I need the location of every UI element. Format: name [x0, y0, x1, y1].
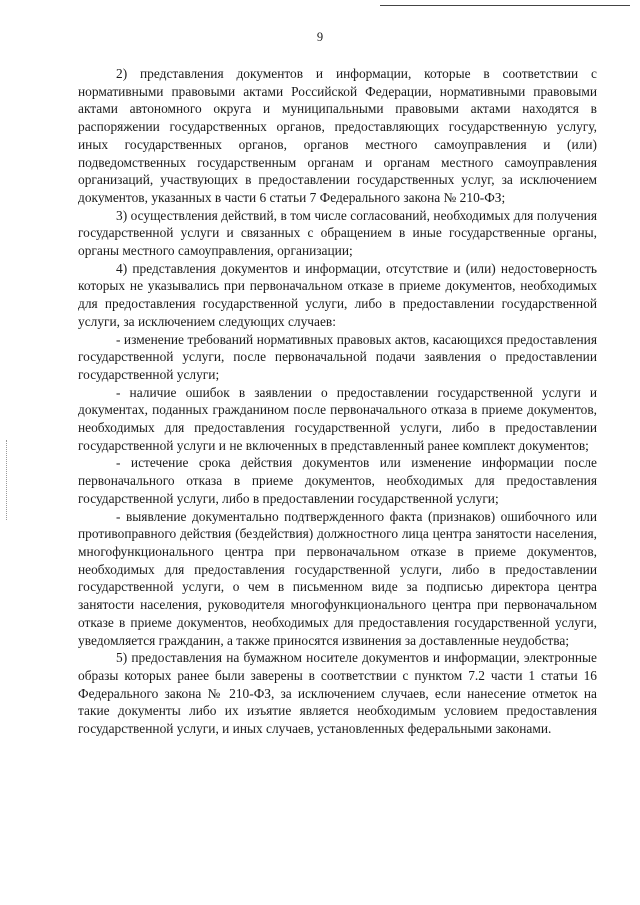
paragraph-item-3: 3) осуществления действий, в том числе согласований, необходимых для получения государственной услуги и связанных с обращением в иные государственные органы, органы местного самоуправления, организации;	[78, 207, 597, 259]
paragraph-item-5: 5) предоставления на бумажном носителе документов и информации, электронные образы которых ранее были заверены в соответствии с пунктом 7.2 части 1 статьи 16 Федерального закона № 210-ФЗ, за исключением случаев, если нанесение отметок на такие документы либо их изъятие является необходимым условием предоставления государственной услуги, и иных случаев, установленных федеральными законами.	[78, 650, 597, 737]
bullet-official-misconduct: - выявление документально подтвержденного факта (признаков) ошибочного или противоправного действия (бездействия) должностного лица центра занятости населения, многофункционального центра при первоначальном отказе в приеме документов, необходимых для предоставления государственной услуги, либо в предоставлении государственной услуги, о чем в письменном виде за подписью директора центра занятости населения, руководителя многофункционального центра при первоначальном отказе в приеме документов, необходимых для предоставления государственной услуги, уведомляется гражданин, а также приносятся извинения за доставленные неудобства;	[78, 508, 597, 648]
scan-artifact	[6, 440, 11, 520]
bullet-requirements-change: - изменение требований нормативных правовых актов, касающихся предоставления государственной услуги, после первоначальной подачи заявления о предоставлении государственной услуги;	[78, 331, 597, 382]
bullet-document-expiry: - истечение срока действия документов или изменение информации после первоначального отказа в приеме документов, необходимых для предоставления государственной услуги, либо в предоставлении государственной услуги;	[78, 455, 597, 506]
top-rule	[380, 5, 630, 6]
paragraph-item-4: 4) представления документов и информации, отсутствие и (или) недостоверность которых не указывались при первоначальном отказе в приеме документов, необходимых для предоставления государственной услуги, либо в предоставлении государственной услуги, за исключением следующих случаев:	[78, 260, 597, 329]
document-body	[78, 65, 597, 738]
paragraph-item-2: 2) представления документов и информации, которые в соответствии с нормативными правовыми актами Российской Федерации, нормативными правовыми актами автономного округа и муниципальными правовыми актами находятся в распоряжении государственных органов, предоставляющих государственную услугу, иных государственных органов, органов местного самоуправления и (или) подведомственных государственным органам и органам местного самоуправления организаций, участвующих в предоставлении государственных услуг, за исключением документов, указанных в части 6 статьи 7 Федерального закона № 210-ФЗ;	[78, 66, 597, 205]
page-number: 9	[316, 30, 324, 44]
bullet-application-errors: - наличие ошибок в заявлении о предоставлении государственной услуги и документах, поданных гражданином после первоначального отказа в приеме документов, необходимых для предоставления государственной услуги, либо в предоставлении государственной услуги и не включенных в представленный ранее комплект документов;	[78, 384, 597, 453]
